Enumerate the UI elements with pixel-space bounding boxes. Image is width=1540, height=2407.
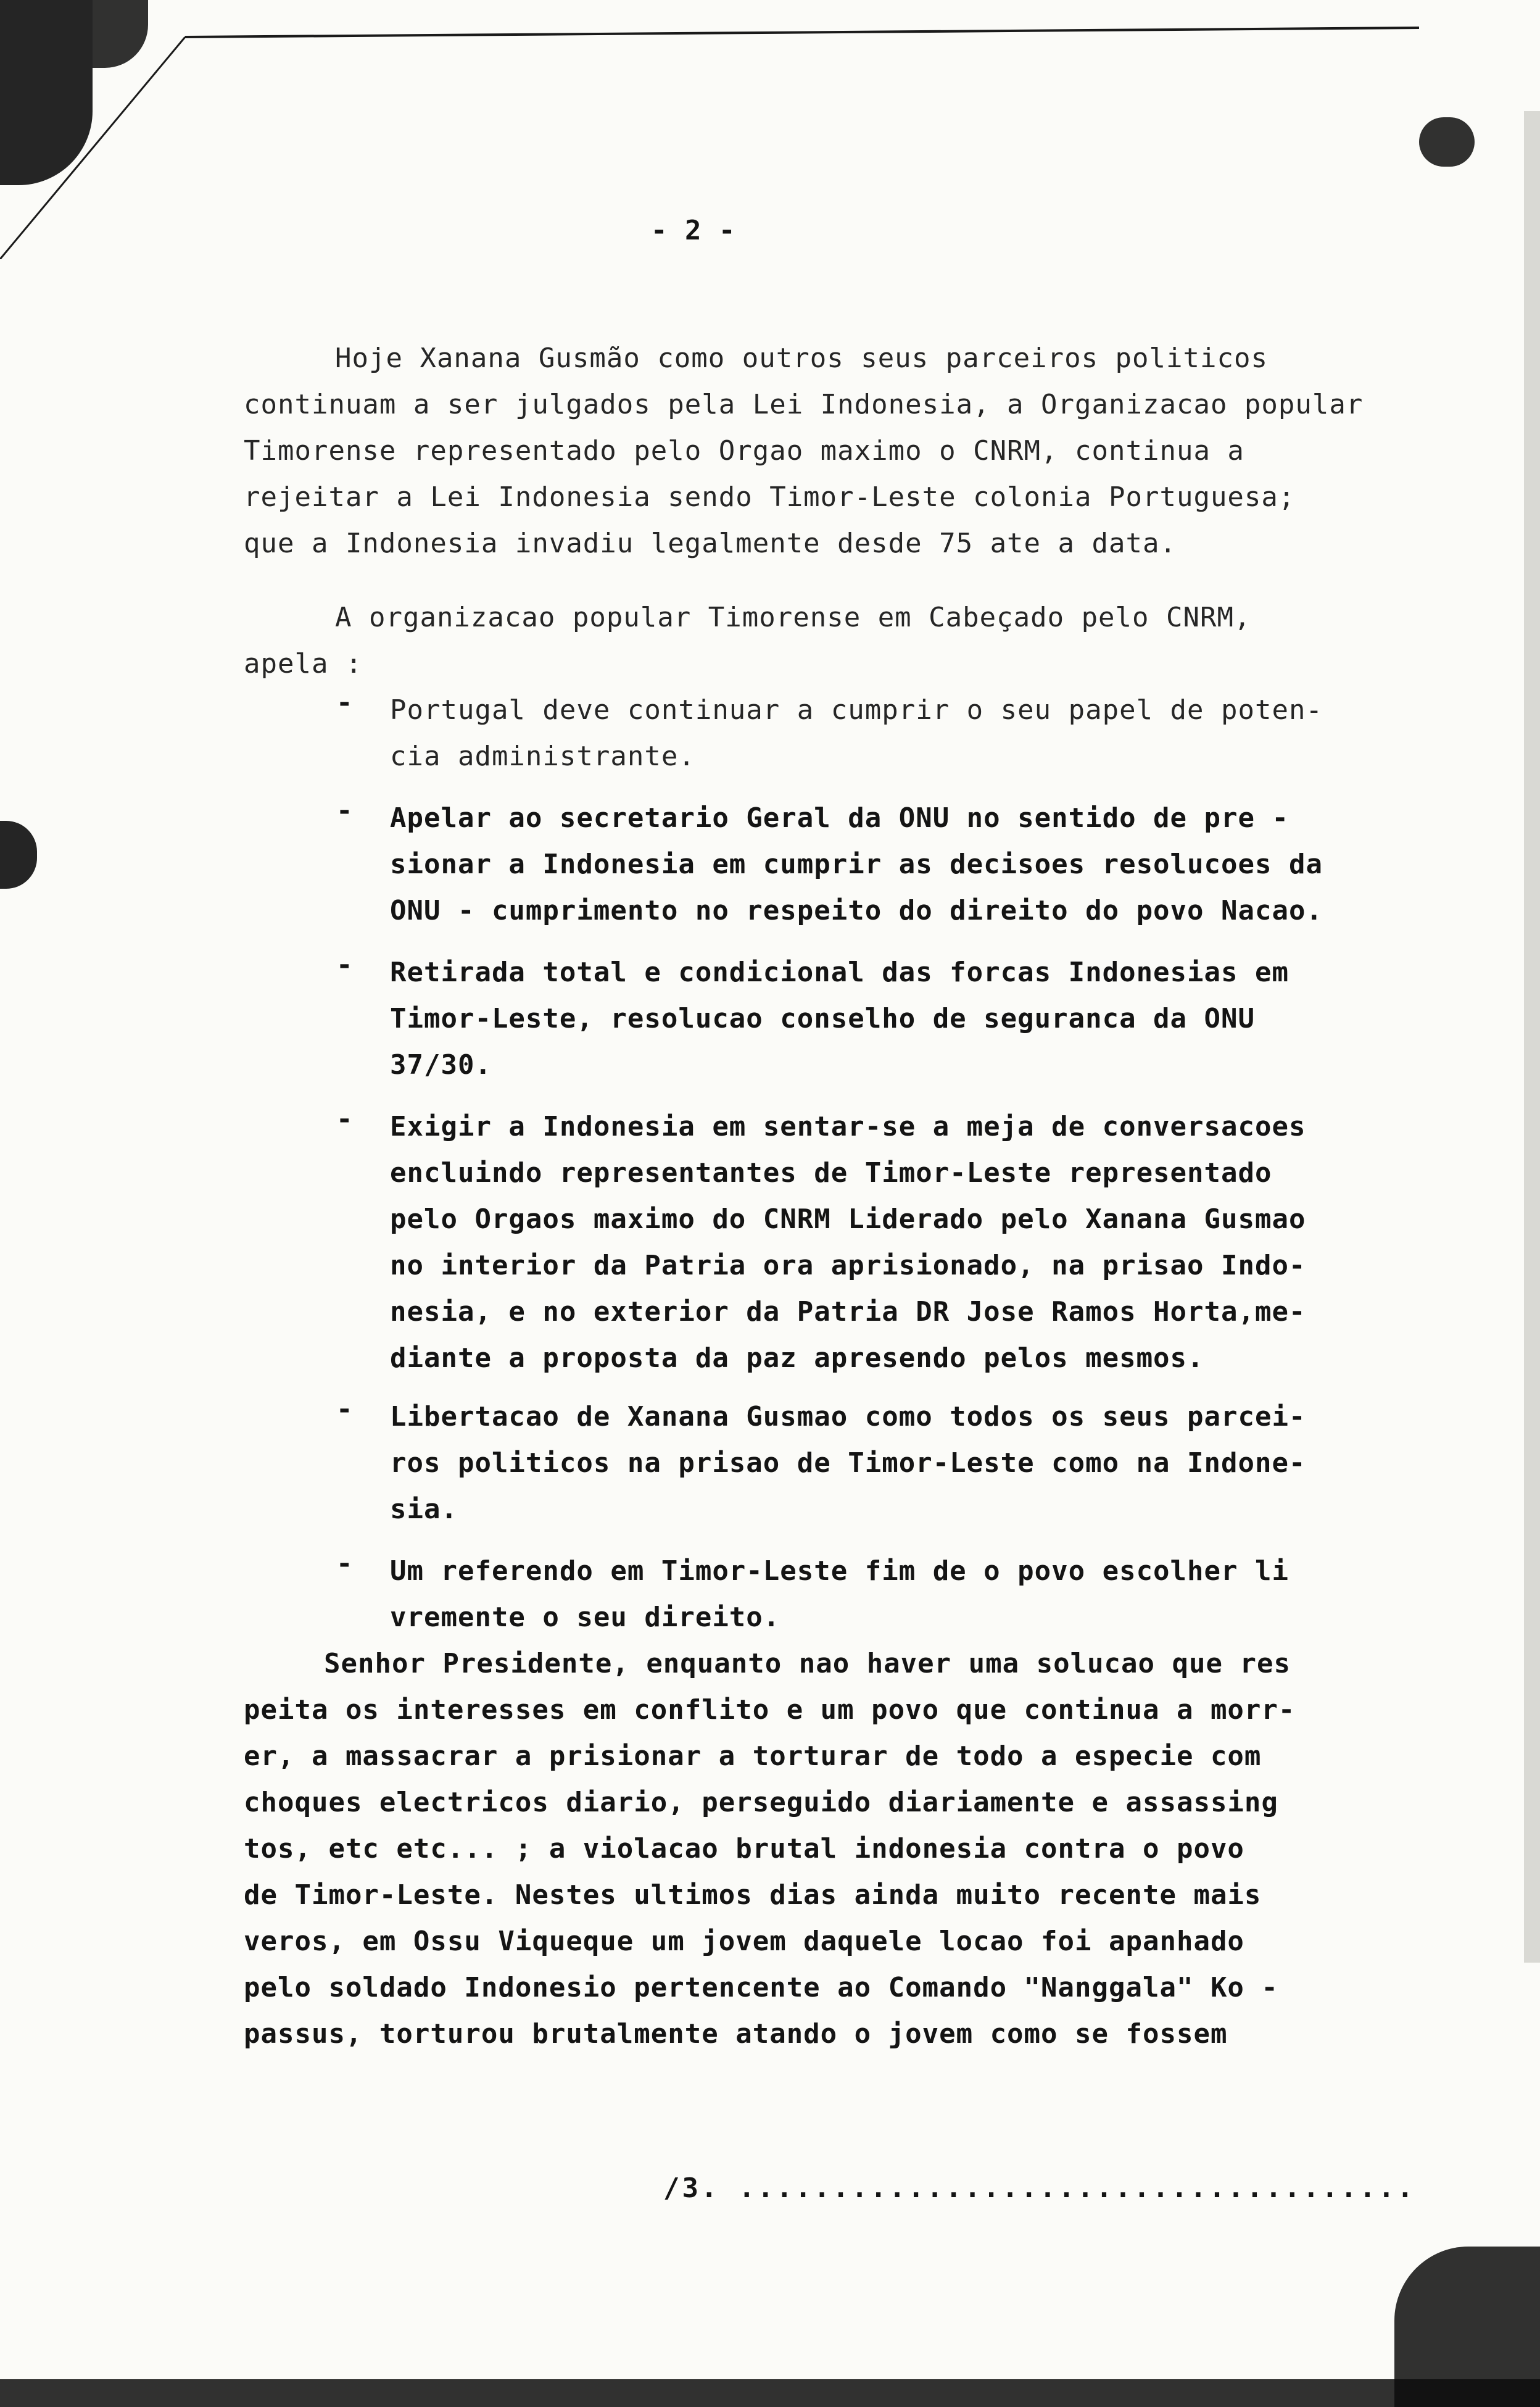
paragraph-line: apela : xyxy=(244,648,363,680)
continuation-marker: /3. .................................... xyxy=(663,2172,1416,2204)
bullet-item xyxy=(390,1548,1289,1640)
paragraph-line: pelo soldado Indonesio pertencente ao Comando "Nanggala" Ko - xyxy=(244,1972,1278,2003)
paragraph-line: continuam a ser julgados pela Lei Indonesia, a Organizacao popular xyxy=(244,389,1364,420)
bullet-line: pelo Orgaos maximo do CNRM Liderado pelo Xanana Gusmao xyxy=(390,1204,1306,1235)
bullet-item xyxy=(390,795,1323,934)
bullet-line: encluindo representantes de Timor-Leste representado xyxy=(390,1157,1272,1189)
bullet-line: no interior da Patria ora aprisionado, na prisao Indo- xyxy=(390,1250,1306,1281)
paragraph-line: passus, torturou brutalmente atando o jovem como se fossem xyxy=(244,2018,1228,2050)
paragraph-line: que a Indonesia invadiu legalmente desde 75 ate a data. xyxy=(244,528,1177,559)
scan-edge-lines xyxy=(0,0,1540,259)
bullet-line: ros politicos na prisao de Timor-Leste como na Indone- xyxy=(390,1447,1306,1479)
bullet-line: Apelar ao secretario Geral da ONU no sentido de pre - xyxy=(390,802,1289,834)
bullet-line: nesia, e no exterior da Patria DR Jose Ramos Horta,me- xyxy=(390,1296,1306,1328)
page-number: - 2 - xyxy=(651,215,736,246)
scan-stain-bottom xyxy=(0,2379,1540,2407)
bullet-line: Exigir a Indonesia em sentar-se a meja de conversacoes xyxy=(390,1111,1306,1142)
paragraph-line: de Timor-Leste. Nestes ultimos dias ainda muito recente mais xyxy=(244,1879,1262,1911)
paragraph-line: er, a massacrar a prisionar a torturar de todo a especie com xyxy=(244,1740,1262,1772)
bullet-item xyxy=(390,1104,1306,1381)
paragraph-line: rejeitar a Lei Indonesia sendo Timor-Leste colonia Portuguesa; xyxy=(244,481,1296,513)
bullet-dash: - xyxy=(336,1394,353,1425)
paragraph-2 xyxy=(244,594,1251,687)
bullet-line: Timor-Leste, resolucao conselho de seguranca da ONU xyxy=(390,1003,1256,1034)
paragraph-line: A organizacao popular Timorense em Cabeçado pelo CNRM, xyxy=(335,602,1251,633)
bullet-dash: - xyxy=(336,795,353,826)
scan-stain-left-mark xyxy=(0,821,37,889)
bullet-dash: - xyxy=(336,949,353,981)
bullet-item xyxy=(390,1394,1306,1532)
paragraph-line: choques electricos diario, perseguido diariamente e assassing xyxy=(244,1787,1278,1818)
bullet-line: 37/30. xyxy=(390,1049,492,1081)
paragraph-line: Timorense representado pelo Orgao maximo o CNRM, continua a xyxy=(244,435,1244,467)
bullet-line: vremente o seu direito. xyxy=(390,1602,780,1633)
bullet-line: Um referendo em Timor-Leste fim de o povo escolher li xyxy=(390,1555,1289,1587)
bullet-line: diante a proposta da paz apresendo pelos mesmos. xyxy=(390,1342,1204,1374)
bullet-dash: - xyxy=(336,1104,353,1135)
bullet-dash: - xyxy=(336,687,353,718)
bullet-item xyxy=(390,687,1323,779)
scan-stain-bottom-right xyxy=(1394,2247,1540,2407)
paragraph-line: tos, etc etc... ; a violacao brutal indonesia contra o povo xyxy=(244,1833,1244,1864)
paragraph-line: peita os interesses em conflito e um povo que continua a morr- xyxy=(244,1694,1296,1726)
bullet-line: cia administrante. xyxy=(390,741,695,772)
bullet-item xyxy=(390,949,1289,1088)
bullet-dash: - xyxy=(336,1548,353,1579)
bullet-line: ONU - cumprimento no respeito do direito do povo Nacao. xyxy=(390,895,1323,926)
scan-stain-right-edge xyxy=(1524,111,1540,1963)
paragraph-3 xyxy=(244,1640,1295,2057)
bullet-line: Retirada total e condicional das forcas Indonesias em xyxy=(390,957,1289,988)
paragraph-line: veros, em Ossu Viqueque um jovem daquele locao foi apanhado xyxy=(244,1926,1244,1957)
bullet-line: sionar a Indonesia em cumprir as decisoes resolucoes da xyxy=(390,849,1323,880)
paragraph-1 xyxy=(244,335,1363,567)
bullet-line: sia. xyxy=(390,1494,458,1525)
paragraph-line: Hoje Xanana Gusmão como outros seus parceiros politicos xyxy=(335,343,1268,374)
bullet-line: Libertacao de Xanana Gusmao como todos os seus parcei- xyxy=(390,1401,1306,1432)
bullet-line: Portugal deve continuar a cumprir o seu papel de poten- xyxy=(390,694,1323,726)
paragraph-line: Senhor Presidente, enquanto nao haver uma solucao que res xyxy=(324,1648,1291,1679)
